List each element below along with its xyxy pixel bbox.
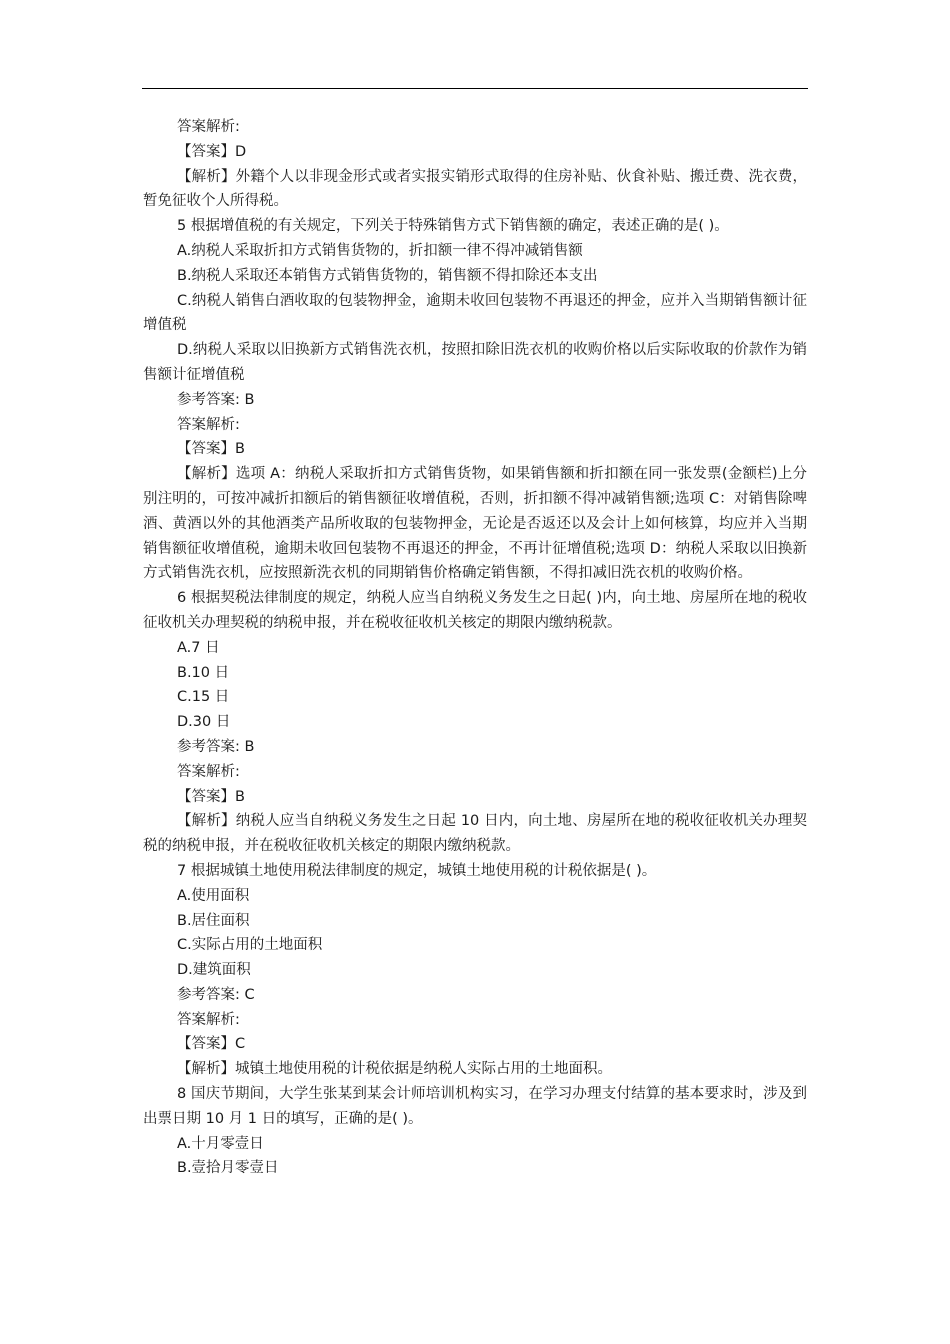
answer-analysis-label: 答案解析: (177, 416, 240, 433)
option-d: D.30 日 (177, 714, 231, 731)
option-b: B.纳税人采取还本销售方式销售货物的，销售额不得扣除还本支出 (177, 267, 598, 284)
option-b: B.壹拾月零壹日 (177, 1160, 279, 1177)
option-a: A.7 日 (177, 639, 220, 656)
answer-line: 【答案】B (177, 788, 245, 805)
option-a: A.纳税人采取折扣方式销售货物的，折扣额一律不得冲减销售额 (177, 242, 583, 259)
option-a: A.使用面积 (177, 887, 250, 904)
explanation-paragraph: 【解析】城镇土地使用税的计税依据是纳税人实际占用的土地面积。 (177, 1061, 612, 1078)
question-5: 5 根据增值税的有关规定，下列关于特殊销售方式下销售额的确定，表述正确的是( )。 (177, 218, 729, 235)
answer-analysis-label: 答案解析: (177, 763, 240, 780)
explanation-paragraph: 【解析】纳税人应当自纳税义务发生之日起 10 日内，向土地、房屋所在地的税收征收机关办理契税的纳税申报，并在税收征收机关核定的期限内缴纳税款。 (143, 813, 807, 855)
option-d: D.建筑面积 (177, 962, 251, 979)
answer-line: 【答案】B (177, 441, 245, 458)
document-body (143, 115, 807, 1181)
option-a: A.十月零壹日 (177, 1135, 264, 1152)
question-8: 8 国庆节期间，大学生张某到某会计师培训机构实习，在学习办理支付结算的基本要求时，涉及到出票日期 10 月 1 日的填写，正确的是( )。 (143, 1086, 807, 1127)
option-c: C.纳税人销售白酒收取的包装物押金，逾期未收回包装物不再退还的押金，应并入当期销售额计征增值税 (143, 292, 807, 334)
option-c: C.实际占用的土地面积 (177, 937, 323, 954)
explanation-paragraph: 【解析】外籍个人以非现金形式或者实报实销形式取得的住房补贴、伙食补贴、搬迁费、洗衣费，暂免征收个人所得税。 (143, 168, 807, 210)
question-7: 7 根据城镇土地使用税法律制度的规定，城镇土地使用税的计税依据是( )。 (177, 862, 657, 879)
answer-line: 【答案】C (177, 1036, 246, 1053)
option-d: D.纳税人采取以旧换新方式销售洗衣机，按照扣除旧洗衣机的收购价格以后实际收取的价款作为销售额计征增值税 (143, 342, 807, 383)
reference-answer: 参考答案: C (177, 986, 255, 1003)
question-6: 6 根据契税法律制度的规定，纳税人应当自纳税义务发生之日起( )内，向土地、房屋所在地的税收征收机关办理契税的纳税申报，并在税收征收机关核定的期限内缴纳税款。 (143, 590, 807, 631)
answer-analysis-label: 答案解析: (177, 119, 240, 135)
option-b: B.10 日 (177, 664, 230, 681)
reference-answer: 参考答案: B (177, 738, 255, 755)
answer-line: 【答案】D (177, 143, 247, 160)
explanation-paragraph: 【解析】选项 A：纳税人采取折扣方式销售货物，如果销售额和折扣额在同一张发票(金额栏)上分别注明的，可按冲减折扣额后的销售额征收增值税，否则，折扣额不得冲减销售额;选项 C：对销售除啤酒、黄酒以外的其他酒类产品所收取的包装物押金，无论是否返还以及会计上如何核算，均应并入当期销售额征收增值税，逾期未收回包装物不再退还的押金，不再计征增值税;选项 D：纳税人采取以旧换新方式销售洗衣机，应按照新洗衣机的同期销售价格确定销售额，不得扣减旧洗衣机的收购价格。 (143, 466, 807, 582)
reference-answer: 参考答案: B (177, 391, 255, 408)
option-b: B.居住面积 (177, 912, 250, 929)
answer-analysis-label: 答案解析: (177, 1011, 240, 1028)
header-rule (142, 88, 808, 89)
option-c: C.15 日 (177, 689, 230, 706)
